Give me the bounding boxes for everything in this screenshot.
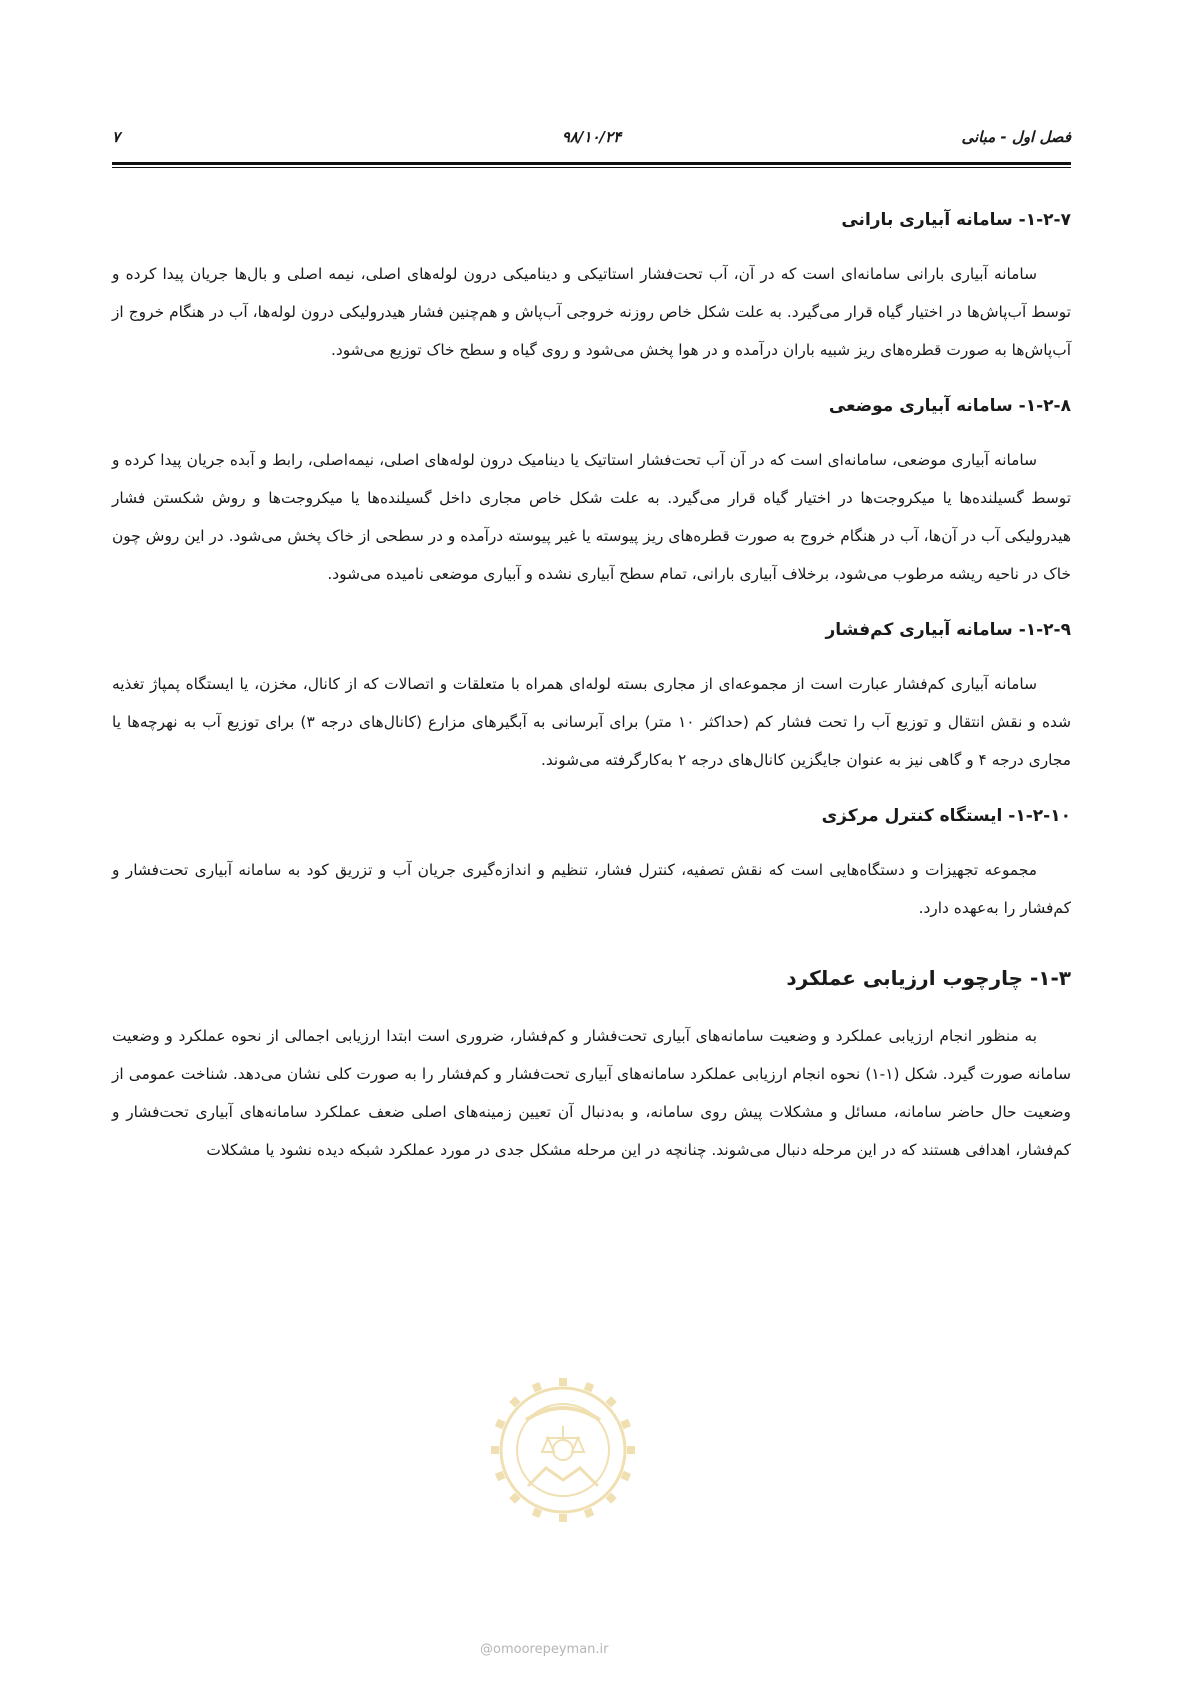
seal-gear-tooth [491,1446,499,1454]
page-header [112,128,1071,168]
website-url: @omoorepeyman.ir [480,1642,609,1657]
main-section-heading: ۱-۳- چارچوب ارزیابی عملکرد [786,966,1071,990]
seal-gear-tooth [559,1378,567,1386]
section-localized-irrigation [112,391,1071,593]
watermark-seal-logo [468,1368,658,1538]
header-rule-thick [112,162,1071,165]
section-paragraph: سامانه آبیاری کم‌فشار عبارت است از مجموعه‌ای از مجاری بسته لوله‌ای همراه با متعلقات و اتصالات که از کانال، مخزن، یا ایستگاه پمپاژ تغذیه شده و نقش انتقال و توزیع آب را تحت فشار کم (حداکثر ۱۰ متر) برای آبرسانی به آبگیرهای مزارع (کانال‌های درجه ۳) برای توزیع آب به نهرچه‌ها یا مجاری درجه ۴ و گاهی نیز به عنوان جایگزین کانال‌های درجه ۲ به‌کارگرفته می‌شوند. [112,675,1071,769]
seal-gear-tooth [559,1514,567,1522]
main-section-paragraph: به منظور انجام ارزیابی عملکرد و وضعیت سامانه‌های آبیاری تحت‌فشار و کم‌فشار، ضروری است ابتدا ارزیابی اجمالی از نحوه عملکرد و وضعیت سامانه صورت گیرد. شکل (۱-۱) نحوه انجام ارزیابی عملکرد سامانه‌های آبیاری تحت‌فشار و کم‌فشار را به صورت کلی نشان می‌دهد. شناخت عمومی از وضعیت حال حاضر سامانه، مسائل و مشکلات پیش روی سامانه، و به‌دنبال آن تعیین زمینه‌های اصلی ضعف عملکرد سامانه‌های آبیاری تحت‌فشار و کم‌فشار، اهدافی هستند که در این مرحله دنبال می‌شوند. چنانچه در این مرحله مشکل جدی در مورد عملکرد شبکه دیده نشود یا مشکلات [112,1027,1072,1159]
section-central-control-station [112,801,1071,927]
page-body [112,205,1071,1191]
section-heading: ۱-۲-۹- سامانه آبیاری کم‌فشار [825,620,1071,640]
header-date: ۹۸/۱۰/۲۴ [561,128,622,146]
section-paragraph: سامانه آبیاری موضعی، سامانه‌ای است که در آن آب تحت‌فشار استاتیک یا دینامیک درون لوله‌های اصلی، نیمه‌اصلی، رابط و آبده جریان پیدا کرده و توسط گسیلنده‌ها یا میکروجت‌ها در اختیار گیاه قرار می‌گیرد. به علت شکل خاص مجاری داخل گسیلنده‌ها یا میکروجت‌ها و روش شکستن فشار هیدرولیکی آب در آن‌ها، آب در هنگام خروج به صورت قطره‌های ریز پیوسته یا غیر پیوسته درآمده و در سطحی از خاک پخش می‌شود. در این روش چون خاک در ناحیه ریشه مرطوب می‌شود، برخلاف آبیاری بارانی، تمام سطح آبیاری نشده و آبیاری موضعی نامیده می‌شود. [112,451,1071,583]
section-heading: ۱-۲-۷- سامانه آبیاری بارانی [841,210,1071,230]
page-number: ۷ [112,128,121,146]
section-heading: ۱-۲-۸- سامانه آبیاری موضعی [828,396,1071,416]
seal-gear-tooth [627,1446,635,1454]
section-paragraph: سامانه آبیاری بارانی سامانه‌ای است که در آن، آب تحت‌فشار استاتیکی و دینامیکی درون لوله‌های اصلی، نیمه اصلی و بال‌ها جریان پیدا کرده و توسط آب‌پاش‌ها در اختیار گیاه قرار می‌گیرد. به علت شکل خاص روزنه خروجی آب‌پاش و هم‌چنین فشار هیدرولیکی درون لوله‌ها، آب در هنگام خروج از آب‌پاش‌ها به صورت قطره‌های ریز شبیه باران درآمده و در هوا پخش می‌شود و روی گیاه و سطح خاک توزیع می‌شود. [112,265,1071,359]
header-rule-thin [112,167,1071,168]
section-performance-evaluation-framework [112,961,1071,1169]
section-paragraph: مجموعه تجهیزات و دستگاه‌هایی است که نقش تصفیه، کنترل فشار، تنظیم و اندازه‌گیری جریان آب و تزریق کود به سامانه آبیاری تحت‌فشار و کم‌فشار را به‌عهده دارد. [112,861,1071,917]
section-sprinkler-irrigation [112,205,1071,369]
section-low-pressure-irrigation [112,615,1071,779]
chapter-title: فصل اول - مبانی [961,128,1071,146]
section-heading: ۱-۲-۱۰- ایستگاه کنترل مرکزی [821,806,1071,826]
